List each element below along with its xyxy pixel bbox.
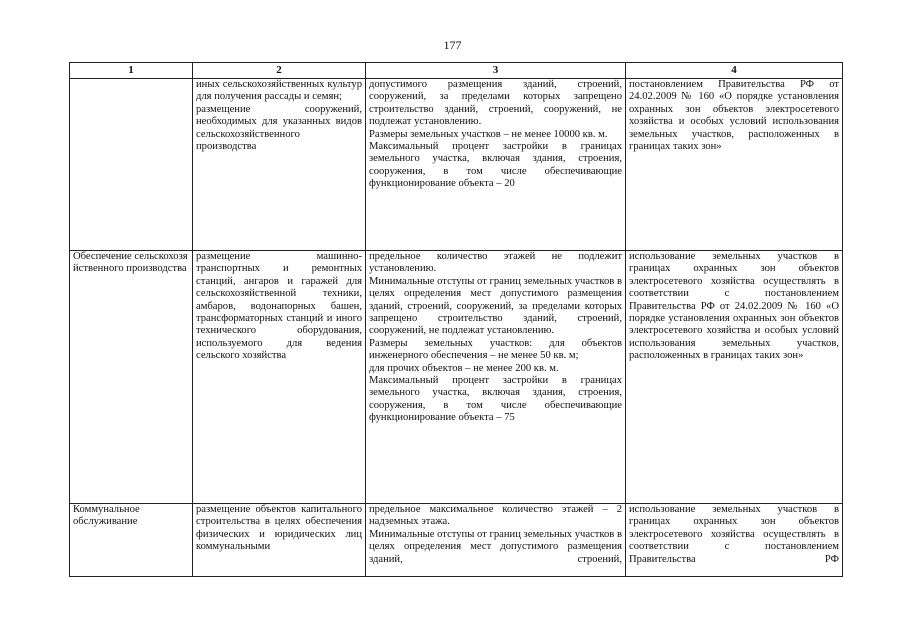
use-description-text: размещение машинно-транспортных и ремонтных станций, ангаров и гаражей для сельскохозяйственной техники, амбаров, водонапорных башен, трансформаторных станций и иного технического оборудования, используемого для ведения сельского хозяйства <box>196 251 362 362</box>
use-description-text: размещение объектов капитального строительства в целях обеспечения физических и юридических лиц коммунальными <box>196 504 362 553</box>
use-type-name: Обеспечение сельскохозяйственного производства <box>73 251 188 275</box>
zoning-table <box>69 62 843 577</box>
parameters-cell <box>366 504 626 577</box>
restriction-text: использование земельных участков в границах охранных зон объектов электросетевого хозяйства осуществлять в соответствии с постановлением Правительства РФ от 24.02.2009 № 160 «О порядке установления охранных зон объектов электросетевого хозяйства и особых условий использования земельных участков, расположенных в границах таких зон» <box>629 251 839 362</box>
use-description-cell <box>193 504 366 577</box>
table-row <box>70 504 843 577</box>
restrictions-cell <box>626 79 843 251</box>
table-row <box>70 251 843 504</box>
parameters-cell <box>366 79 626 251</box>
parameter-text: Минимальные отступы от границ земельных участков в целях определения мест допустимого размещения зданий, строений, сооружений, за пределами которых запрещено строительство зданий, строений, сооружений, не подлежат установлению. <box>369 275 622 337</box>
use-description-cell <box>193 79 366 251</box>
page-number: 177 <box>443 38 462 52</box>
use-type-cell <box>70 79 193 251</box>
table-header-row <box>70 63 843 79</box>
table-row <box>70 79 843 251</box>
parameter-text: для прочих объектов – не менее 200 кв. м. <box>369 362 559 374</box>
column-header: 4 <box>626 63 843 79</box>
use-description-text: иных сельскохозяйственных культур для получения рассады и семян; <box>196 79 362 103</box>
use-type-cell <box>70 504 193 577</box>
use-description-text: размещение сооружений, необходимых для указанных видов сельскохозяйственного производства <box>196 103 362 153</box>
use-type-cell <box>70 251 193 504</box>
parameter-text: Размеры земельных участков – не менее 10000 кв. м. <box>369 128 608 140</box>
column-header: 2 <box>193 63 366 79</box>
parameter-text: Максимальный процент застройки в границах земельного участка, включая здания, строения, сооружения, в том числе обеспечивающие функционирование объекта – 20 <box>369 141 622 190</box>
use-type-name: Коммунальное обслуживание <box>73 504 140 528</box>
parameter-text: Размеры земельных участков: для объектов инженерного обеспечения – не менее 50 кв. м; <box>369 337 622 362</box>
parameter-text: предельное количество этажей не подлежит установлению. <box>369 251 622 275</box>
parameter-text: Минимальные отступы от границ земельных участков в целях определения мест допустимого размещения зданий, строений, <box>369 528 622 565</box>
restriction-text: постановлением Правительства РФ от 24.02.2009 № 160 «О порядке установления охранных зон объектов электросетевого хозяйства и особых условий использования земельных участков, расположенных в границах таких зон» <box>629 79 839 153</box>
restrictions-cell <box>626 504 843 577</box>
restriction-text: использование земельных участков в границах охранных зон объектов электросетевого хозяйства осуществлять в соответствии с постановлением Правительства РФ <box>629 504 839 565</box>
parameter-text: допустимого размещения зданий, строений, сооружений, за пределами которых запрещено строительство зданий, строений, сооружений, не подлежат установлению. <box>369 79 622 128</box>
parameter-text: предельное максимальное количество этажей – 2 надземных этажа. <box>369 504 622 528</box>
use-description-cell <box>193 251 366 504</box>
parameters-cell <box>366 251 626 504</box>
parameter-text: Максимальный процент застройки в границах земельного участка, включая здания, строения, сооружения, в том числе обеспечивающие функционирование объекта – 75 <box>369 375 622 424</box>
restrictions-cell <box>626 251 843 504</box>
column-header: 1 <box>70 63 193 79</box>
column-header: 3 <box>366 63 626 79</box>
